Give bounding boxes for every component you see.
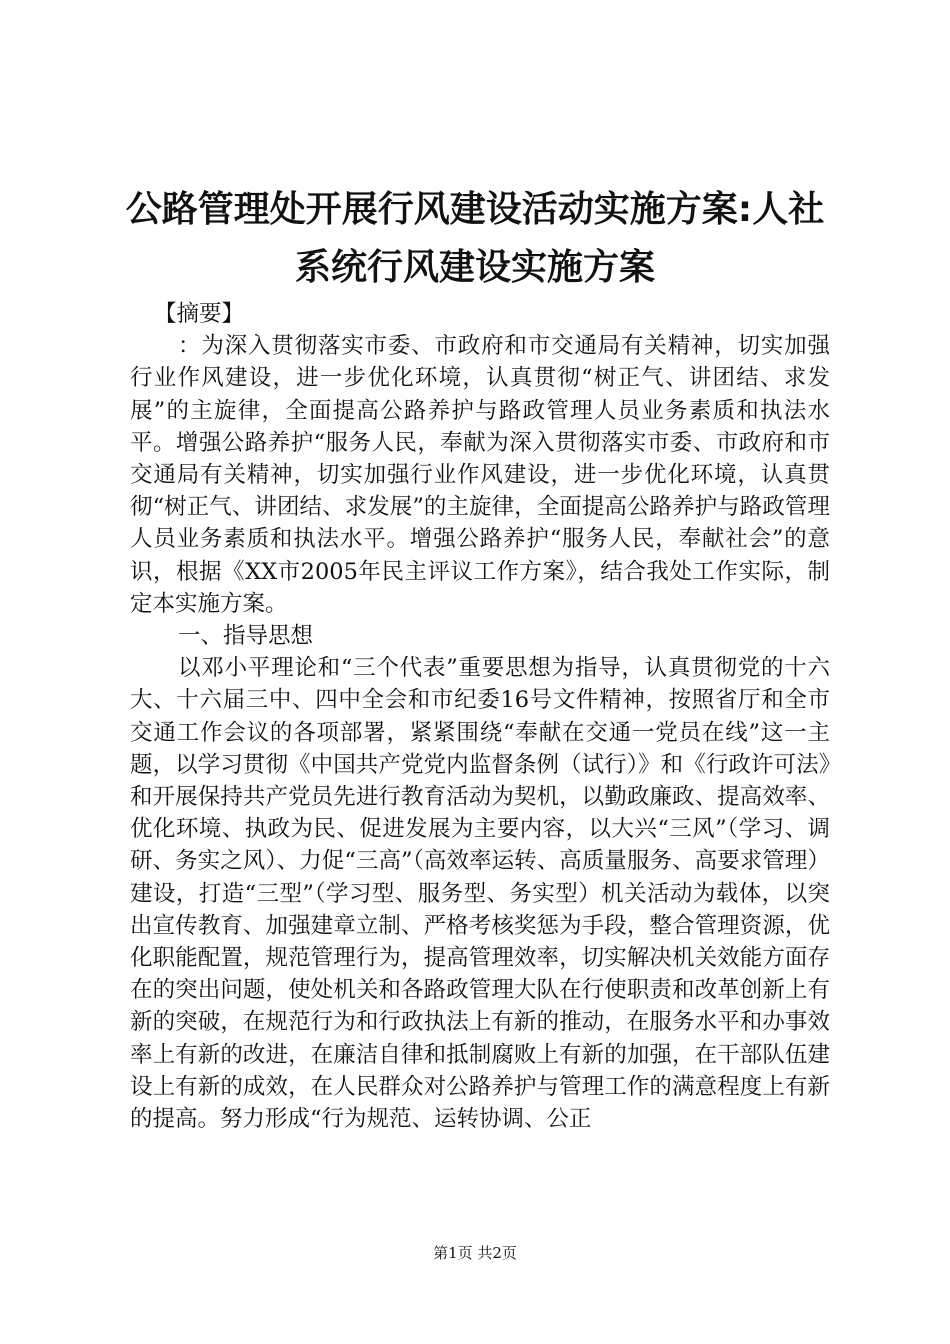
page-footer: 第1页 共2页 [433, 1244, 517, 1262]
section-paragraph-guiding-ideology: 以邓小平理论和“三个代表”重要思想为指导，认真贯彻党的十六大、十六届三中、四中全会和市纪委16号文件精神，按照省厅和全市交通工作会议的各项部署，紧紧围绕“奉献在交通一党员在线”这一主题，以学习贯彻《中国共产党党内监督条例（试行）》和《行政许可法》和开展保持共产党员先进行教育活动为契机，以勤政廉政、提高效率、优化环境、执政为民、促进发展为主要内容，以大兴“三风”（学习、调研、务实之风）、力促“三高”（高效率运转、高质量服务、高要求管理）建设，打造“三型”（学习型、服务型、务实型）机关活动为载体，以突出宣传教育、加强建章立制、严格考核奖惩为手段，整合管理资源，优化职能配置，规范管理行为，提高管理效率，切实解决机关效能方面存在的突出问题，使处机关和各路政管理大队在行使职责和改革创新上有新的突破，在规范行为和行政执法上有新的推动，在服务水平和办事效率上有新的改进，在廉洁自律和抵制腐败上有新的加强，在干部队伍建设上有新的成效，在人民群众对公路养护与管理工作的满意程度上有新的提高。努力形成“行为规范、运转协调、公正 [130, 655, 830, 1133]
abstract-paragraph: ：为深入贯彻落实市委、市政府和市交通局有关精神，切实加强行业作风建设，进一步优化环境，认真贯彻“树正气、讲团结、求发展”的主旋律，全面提高公路养护与路政管理人员业务素质和执法水平。增强公路养护“服务人民，奉献为深入贯彻落实市委、市政府和市交通局有关精神，切实加强行业作风建设，进一步优化环境，认真贯彻“树正气、讲团结、求发展”的主旋律，全面提高公路养护与路政管理人员业务素质和执法水平。增强公路养护“服务人民，奉献社会”的意识，根据《XX市2005年民主评议工作方案》，结合我处工作实际，制定本实施方案。 [130, 333, 830, 617]
section-heading-guiding-ideology: 一、指导思想 [178, 623, 314, 650]
document-title-line-2: 系统行风建设实施方案 [294, 247, 655, 288]
document-body [130, 298, 830, 1135]
document-title-line-1: 公路管理处开展行风建设活动实施方案:人社 [125, 189, 825, 230]
abstract-label: 【摘要】 [154, 301, 245, 327]
